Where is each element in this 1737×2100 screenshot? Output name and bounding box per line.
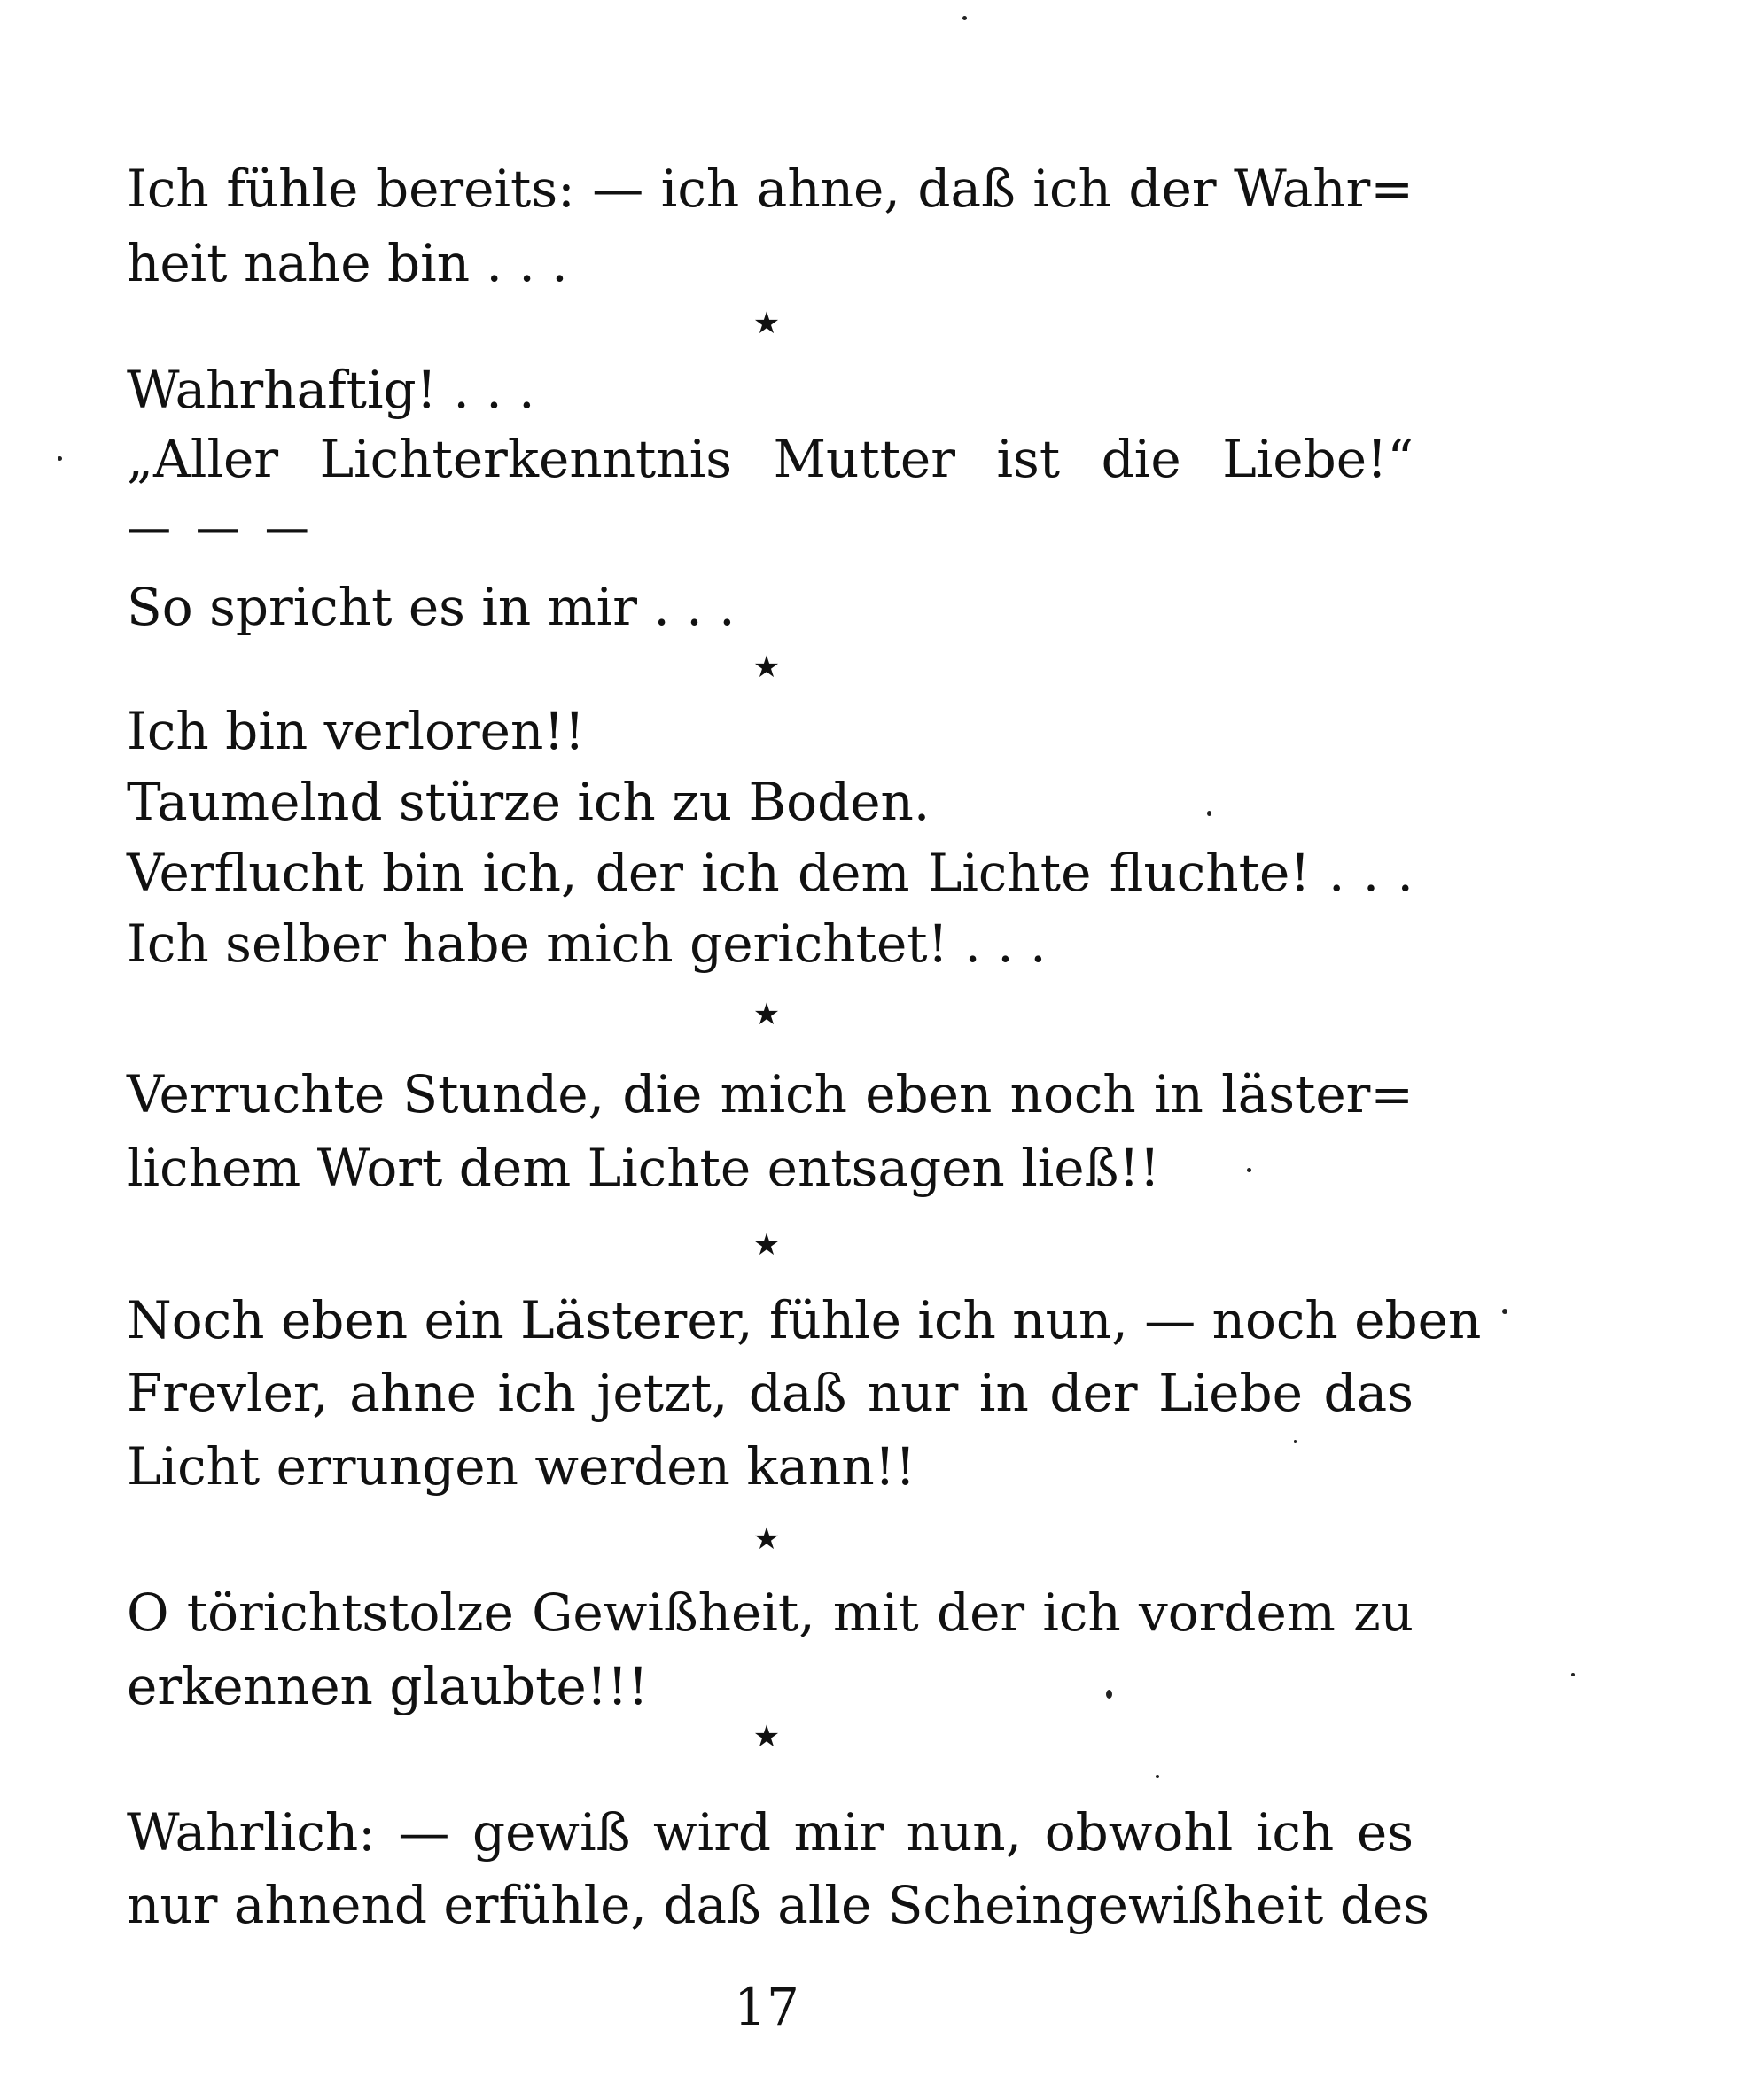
print-speck — [1502, 1309, 1507, 1314]
print-speck — [962, 16, 967, 20]
star-separator-4: ★ — [752, 1227, 781, 1263]
star-separator-6: ★ — [752, 1719, 781, 1754]
star-separator-3: ★ — [752, 997, 781, 1032]
print-speck — [1571, 1673, 1575, 1676]
text-line-18: Wahrlich: — gewiß wird mir nun, obwohl ich es — [127, 1802, 1414, 1863]
print-speck — [1207, 811, 1211, 816]
print-speck — [1294, 1440, 1297, 1443]
text-line-5: — — — — [127, 502, 315, 553]
print-speck — [58, 456, 62, 461]
text-line-8: Taumelnd stürze ich zu Boden. — [127, 772, 931, 832]
text-line-6: So spricht es in mir . . . — [127, 577, 736, 637]
print-speck — [1247, 1168, 1251, 1172]
print-speck — [1106, 1690, 1112, 1699]
text-line-1: Ich fühle bereits: — ich ahne, daß ich der Wahr= — [127, 159, 1414, 219]
text-line-16: O törichtstolze Gewißheit, mit der ich vordem zu — [127, 1583, 1414, 1643]
text-line-10: Ich selber habe mich gerichtet! . . . — [127, 914, 1047, 974]
star-separator-2: ★ — [752, 649, 781, 685]
text-line-4: „Aller Lichterkenntnis Mutter ist die Liebe!“ — [127, 429, 1414, 489]
text-line-17: erkennen glaubte!!! — [127, 1656, 649, 1716]
text-line-7: Ich bin verloren!! — [127, 701, 585, 761]
star-separator-5: ★ — [752, 1521, 781, 1557]
page-number: 17 — [734, 1977, 799, 2037]
star-separator-1: ★ — [752, 306, 781, 341]
print-speck — [1156, 1775, 1159, 1778]
text-line-2: heit nahe bin . . . — [127, 233, 568, 293]
text-line-3: Wahrhaftig! . . . — [127, 360, 535, 420]
text-line-15: Licht errungen werden kann!! — [127, 1436, 916, 1497]
text-line-19: nur ahnend erfühle, daß alle Scheingewißheit des — [127, 1875, 1430, 1935]
text-line-9: Verflucht bin ich, der ich dem Lichte fluchte! . . . — [127, 843, 1414, 903]
text-line-12: lichem Wort dem Lichte entsagen ließ!! — [127, 1138, 1160, 1198]
text-line-13: Noch eben ein Lästerer, fühle ich nun, — noch eben — [127, 1290, 1482, 1350]
text-line-14: Frevler, ahne ich jetzt, daß nur in der Liebe das — [127, 1363, 1414, 1423]
text-line-11: Verruchte Stunde, die mich eben noch in läster= — [127, 1064, 1414, 1124]
